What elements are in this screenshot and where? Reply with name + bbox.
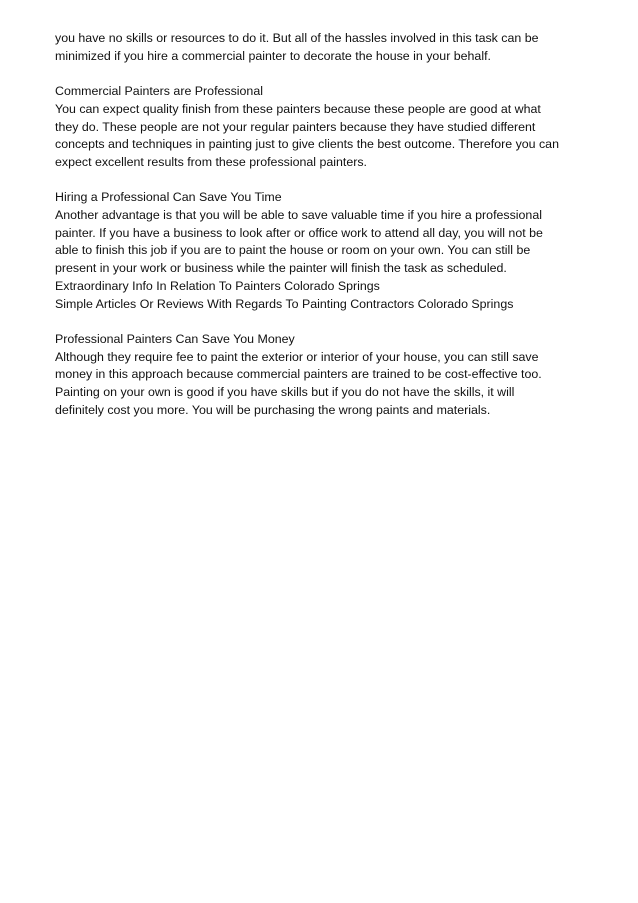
- text-line: painter. If you have a business to look after or office work to attend all day, you will not be: [55, 225, 543, 240]
- section-heading: Professional Painters Can Save You Money: [55, 331, 295, 346]
- article-link-painting-contractors[interactable]: Simple Articles Or Reviews With Regards To Painting Contractors Colorado Springs: [55, 296, 514, 311]
- article-link-painters[interactable]: Extraordinary Info In Relation To Painters Colorado Springs: [55, 278, 380, 293]
- section-commercial-painters: [55, 83, 585, 172]
- text-line: Painting on your own is good if you have skills but if you do not have the skills, it will: [55, 385, 515, 400]
- section-heading: Hiring a Professional Can Save You Time: [55, 190, 282, 205]
- text-line: expect excellent results from these professional painters.: [55, 154, 367, 169]
- text-line: present in your work or business while the painter will finish the task as scheduled.: [55, 261, 507, 276]
- text-line: able to finish this job if you are to paint the house or room on your own. You can still be: [55, 243, 531, 258]
- text-line: Although they require fee to paint the exterior or interior of your house, you can still save: [55, 349, 539, 364]
- text-line: you have no skills or resources to do it. But all of the hassles involved in this task can be: [55, 31, 539, 45]
- paragraph-gap: [55, 313, 585, 331]
- text-line: money in this approach because commercial painters are trained to be cost-effective too.: [55, 367, 542, 382]
- paragraph-gap: [55, 172, 585, 190]
- paragraph-gap: [55, 65, 585, 83]
- section-save-money: [55, 331, 585, 420]
- text-line: concepts and techniques in painting just to give clients the best outcome. Therefore you can: [55, 137, 559, 152]
- section-heading: Commercial Painters are Professional: [55, 84, 263, 99]
- section-save-time: [55, 189, 585, 313]
- text-line: Another advantage is that you will be able to save valuable time if you hire a professional: [55, 208, 542, 222]
- text-line: definitely cost you more. You will be purchasing the wrong paints and materials.: [55, 402, 491, 417]
- text-line: minimized if you hire a commercial painter to decorate the house in your behalf.: [55, 48, 491, 63]
- text-line: they do. These people are not your regular painters because they have studied different: [55, 119, 536, 134]
- document-page: [55, 30, 585, 419]
- text-line: You can expect quality finish from these painters because these people are good at what: [55, 101, 541, 116]
- intro-paragraph: [55, 30, 585, 65]
